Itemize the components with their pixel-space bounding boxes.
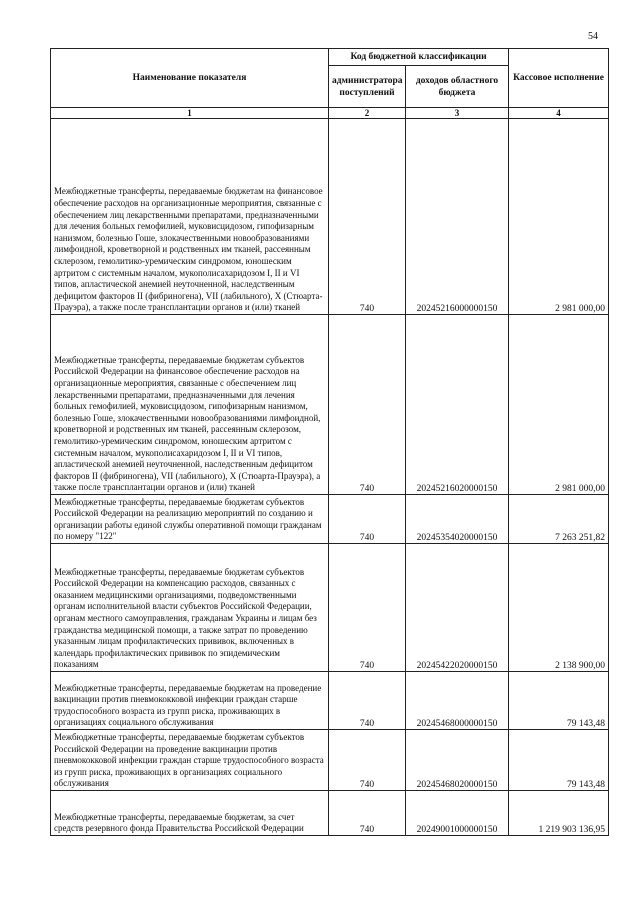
budget-table bbox=[50, 48, 609, 836]
row-description: Межбюджетные трансферты, передаваемые бюджетам, за счет средств резервного фонда Правительства Российской Федерации bbox=[51, 791, 329, 836]
row-amount: 2 981 000,00 bbox=[509, 119, 609, 315]
row-admin-code: 740 bbox=[329, 730, 406, 791]
column-number: 2 bbox=[329, 108, 406, 119]
row-description: Межбюджетные трансферты, передаваемые бюджетам на финансовое обеспечение расходов на организационные мероприятия, связанные с обеспечением лиц лекарственными препаратами, предназначенными для лечения больных гемофилией, муковисцидозом, гипофизарным нанизмом, болезнью Гоше, злокачественными новообразованиями лимфоидной, кроветворной и родственных им тканей, рассеянным склерозом, гемолитико-уремическим синдромом, юношеским артритом с системным началом, мукополисахаридозом I, II и VI типов, апластической анемией неуточненной, наследственным дефицитом факторов II (фибриногена), VII (лабильного), X (Стюарта-Прауэра), а также после трансплантации органов и (или) тканей bbox=[51, 119, 329, 315]
header-income-code: доходов областного бюджета bbox=[406, 66, 509, 108]
row-income-code: 20245216000000150 bbox=[406, 119, 509, 315]
header-admin-code: администратора поступлений bbox=[329, 66, 406, 108]
table-row bbox=[51, 544, 609, 672]
page-number: 54 bbox=[588, 31, 598, 42]
row-income-code: 20245422020000150 bbox=[406, 544, 509, 672]
row-amount: 79 143,48 bbox=[509, 730, 609, 791]
row-income-code: 20245216020000150 bbox=[406, 315, 509, 495]
row-admin-code: 740 bbox=[329, 495, 406, 544]
row-amount: 1 219 903 136,95 bbox=[509, 791, 609, 836]
row-amount: 79 143,48 bbox=[509, 672, 609, 730]
table-row bbox=[51, 791, 609, 836]
header-indicator-name: Наименование показателя bbox=[51, 49, 329, 108]
row-description: Межбюджетные трансферты, передаваемые бюджетам на проведение вакцинации против пневмококковой инфекции граждан старше трудоспособного возраста из групп риска, проживающих в организациях социального обслуживания bbox=[51, 672, 329, 730]
row-admin-code: 740 bbox=[329, 672, 406, 730]
table-row bbox=[51, 730, 609, 791]
row-description: Межбюджетные трансферты, передаваемые бюджетам субъектов Российской Федерации на реализацию мероприятий по созданию и организации работы единой службы оперативной помощи гражданам по номеру "122" bbox=[51, 495, 329, 544]
header-classification-code: Код бюджетной классификации bbox=[329, 49, 509, 66]
column-number: 1 bbox=[51, 108, 329, 119]
row-admin-code: 740 bbox=[329, 119, 406, 315]
row-admin-code: 740 bbox=[329, 315, 406, 495]
row-income-code: 20249001000000150 bbox=[406, 791, 509, 836]
row-income-code: 20245468000000150 bbox=[406, 672, 509, 730]
row-admin-code: 740 bbox=[329, 791, 406, 836]
row-description: Межбюджетные трансферты, передаваемые бюджетам субъектов Российской Федерации на проведение вакцинации против пневмококковой инфекции граждан старше трудоспособного возраста из групп риска, проживающих в организациях социального обслуживания bbox=[51, 730, 329, 791]
row-amount: 7 263 251,82 bbox=[509, 495, 609, 544]
row-income-code: 20245468020000150 bbox=[406, 730, 509, 791]
column-number: 3 bbox=[406, 108, 509, 119]
row-income-code: 20245354020000150 bbox=[406, 495, 509, 544]
row-description: Межбюджетные трансферты, передаваемые бюджетам субъектов Российской Федерации на компенсацию расходов, связанных с оказанием медицинскими организациями, подведомственными органам исполнительной власти субъектов Российской Федерации, органам местного самоуправления, гражданам Украины и лицам без гражданства медицинской помощи, а также затрат по проведению указанным лицам профилактических прививок, включенных в календарь профилактических прививок по эпидемическим показаниям bbox=[51, 544, 329, 672]
header-cash-execution: Кассовое исполнение bbox=[509, 49, 609, 108]
column-number: 4 bbox=[509, 108, 609, 119]
row-description: Межбюджетные трансферты, передаваемые бюджетам субъектов Российской Федерации на финансовое обеспечение расходов на организационные мероприятия, связанные с обеспечением лиц лекарственными препаратами, предназначенными для лечения больных гемофилией, муковисцидозом, гипофизарным нанизмом, болезнью Гоше, злокачественными новообразованиями лимфоидной, кроветворной и родственных им тканей, рассеянным склерозом, гемолитико-уремическим синдромом, юношеским артритом с системным началом, мукополисахаридозом I, II и VI типов, апластической анемией неуточненной, наследственным дефицитом факторов II (фибриногена), VII (лабильного), X (Стюарта-Прауэра), а также после трансплантации органов и (или) тканей bbox=[51, 315, 329, 495]
column-number-row bbox=[51, 108, 609, 119]
table-row bbox=[51, 315, 609, 495]
row-amount: 2 981 000,00 bbox=[509, 315, 609, 495]
table-row bbox=[51, 672, 609, 730]
row-admin-code: 740 bbox=[329, 544, 406, 672]
row-amount: 2 138 900,00 bbox=[509, 544, 609, 672]
table-row bbox=[51, 495, 609, 544]
table-row bbox=[51, 119, 609, 315]
